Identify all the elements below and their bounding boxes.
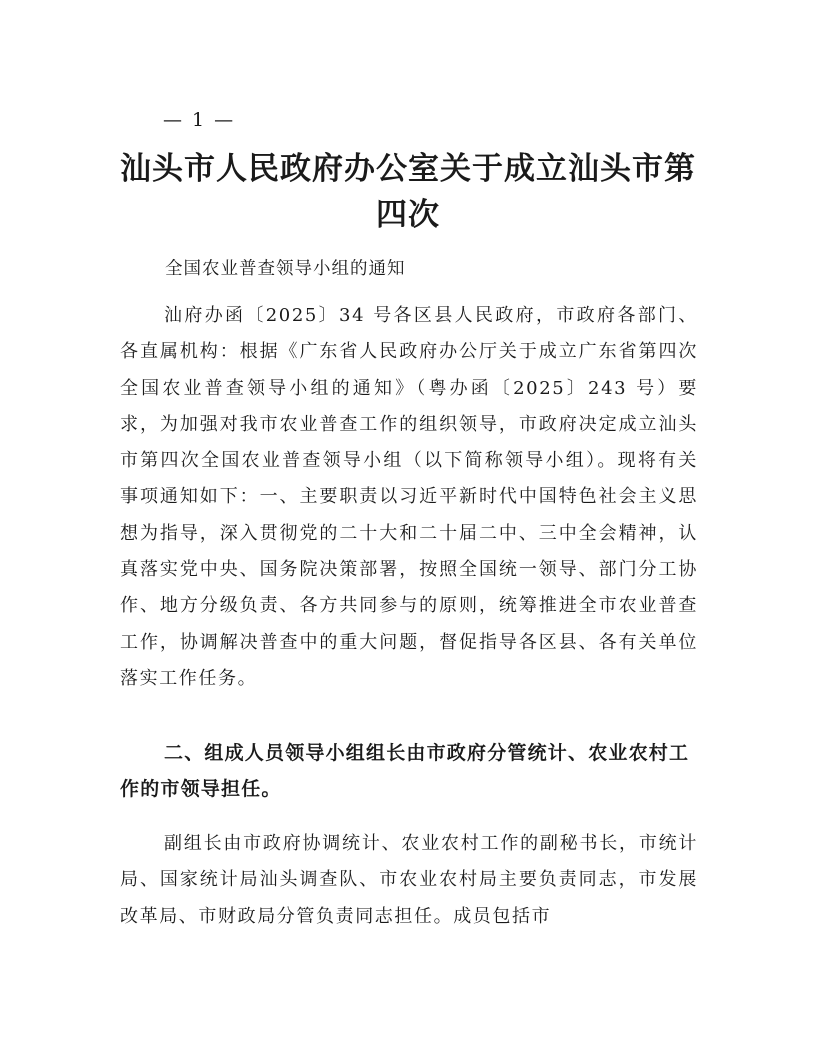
body-paragraph-2: 副组长由市政府协调统计、农业农村工作的副秘书长，市统计局、国家统计局汕头调查队、市农业农村局主要负责同志，市发展改革局、市财政局分管负责同志担任。成员包括市 [120, 833, 698, 927]
body-paragraph-1: 汕府办函〔2025〕34 号各区县人民政府，市政府各部门、各直属机构：根据《广东省人民政府办公厅关于成立广东省第四次全国农业普查领导小组的通知》（粤办函〔2025〕243 号）要求，为加强对我市农业普查工作的组织领导，市政府决定成立汕头市第四次全国农业普查领导小组（以下简称领导小组）。现将有关事项通知如下：一、主要职责以习近平新时代中国特色社会主义思想为指导，深入贯彻党的二十大和二十届二中、三中全会精神，认真落实党中央、国务院决策部署，按照全国统一领导、部门分工协作、地方分级负责、各方共同参与的原则，统筹推进全市农业普查工作，协调解决普查中的重大问题，督促指导各区县、各有关单位落实工作任务。 [120, 305, 698, 689]
section-heading-2: 二、组成人员领导小组组长由市政府分管统计、农业农村工作的市领导担任。 [120, 742, 690, 800]
document-title: 汕头市人民政府办公室关于成立汕头市第四次 [120, 151, 696, 233]
page-number: — 1 — [163, 109, 236, 131]
document-subtitle: 全国农业普查领导小组的通知 [165, 259, 406, 279]
